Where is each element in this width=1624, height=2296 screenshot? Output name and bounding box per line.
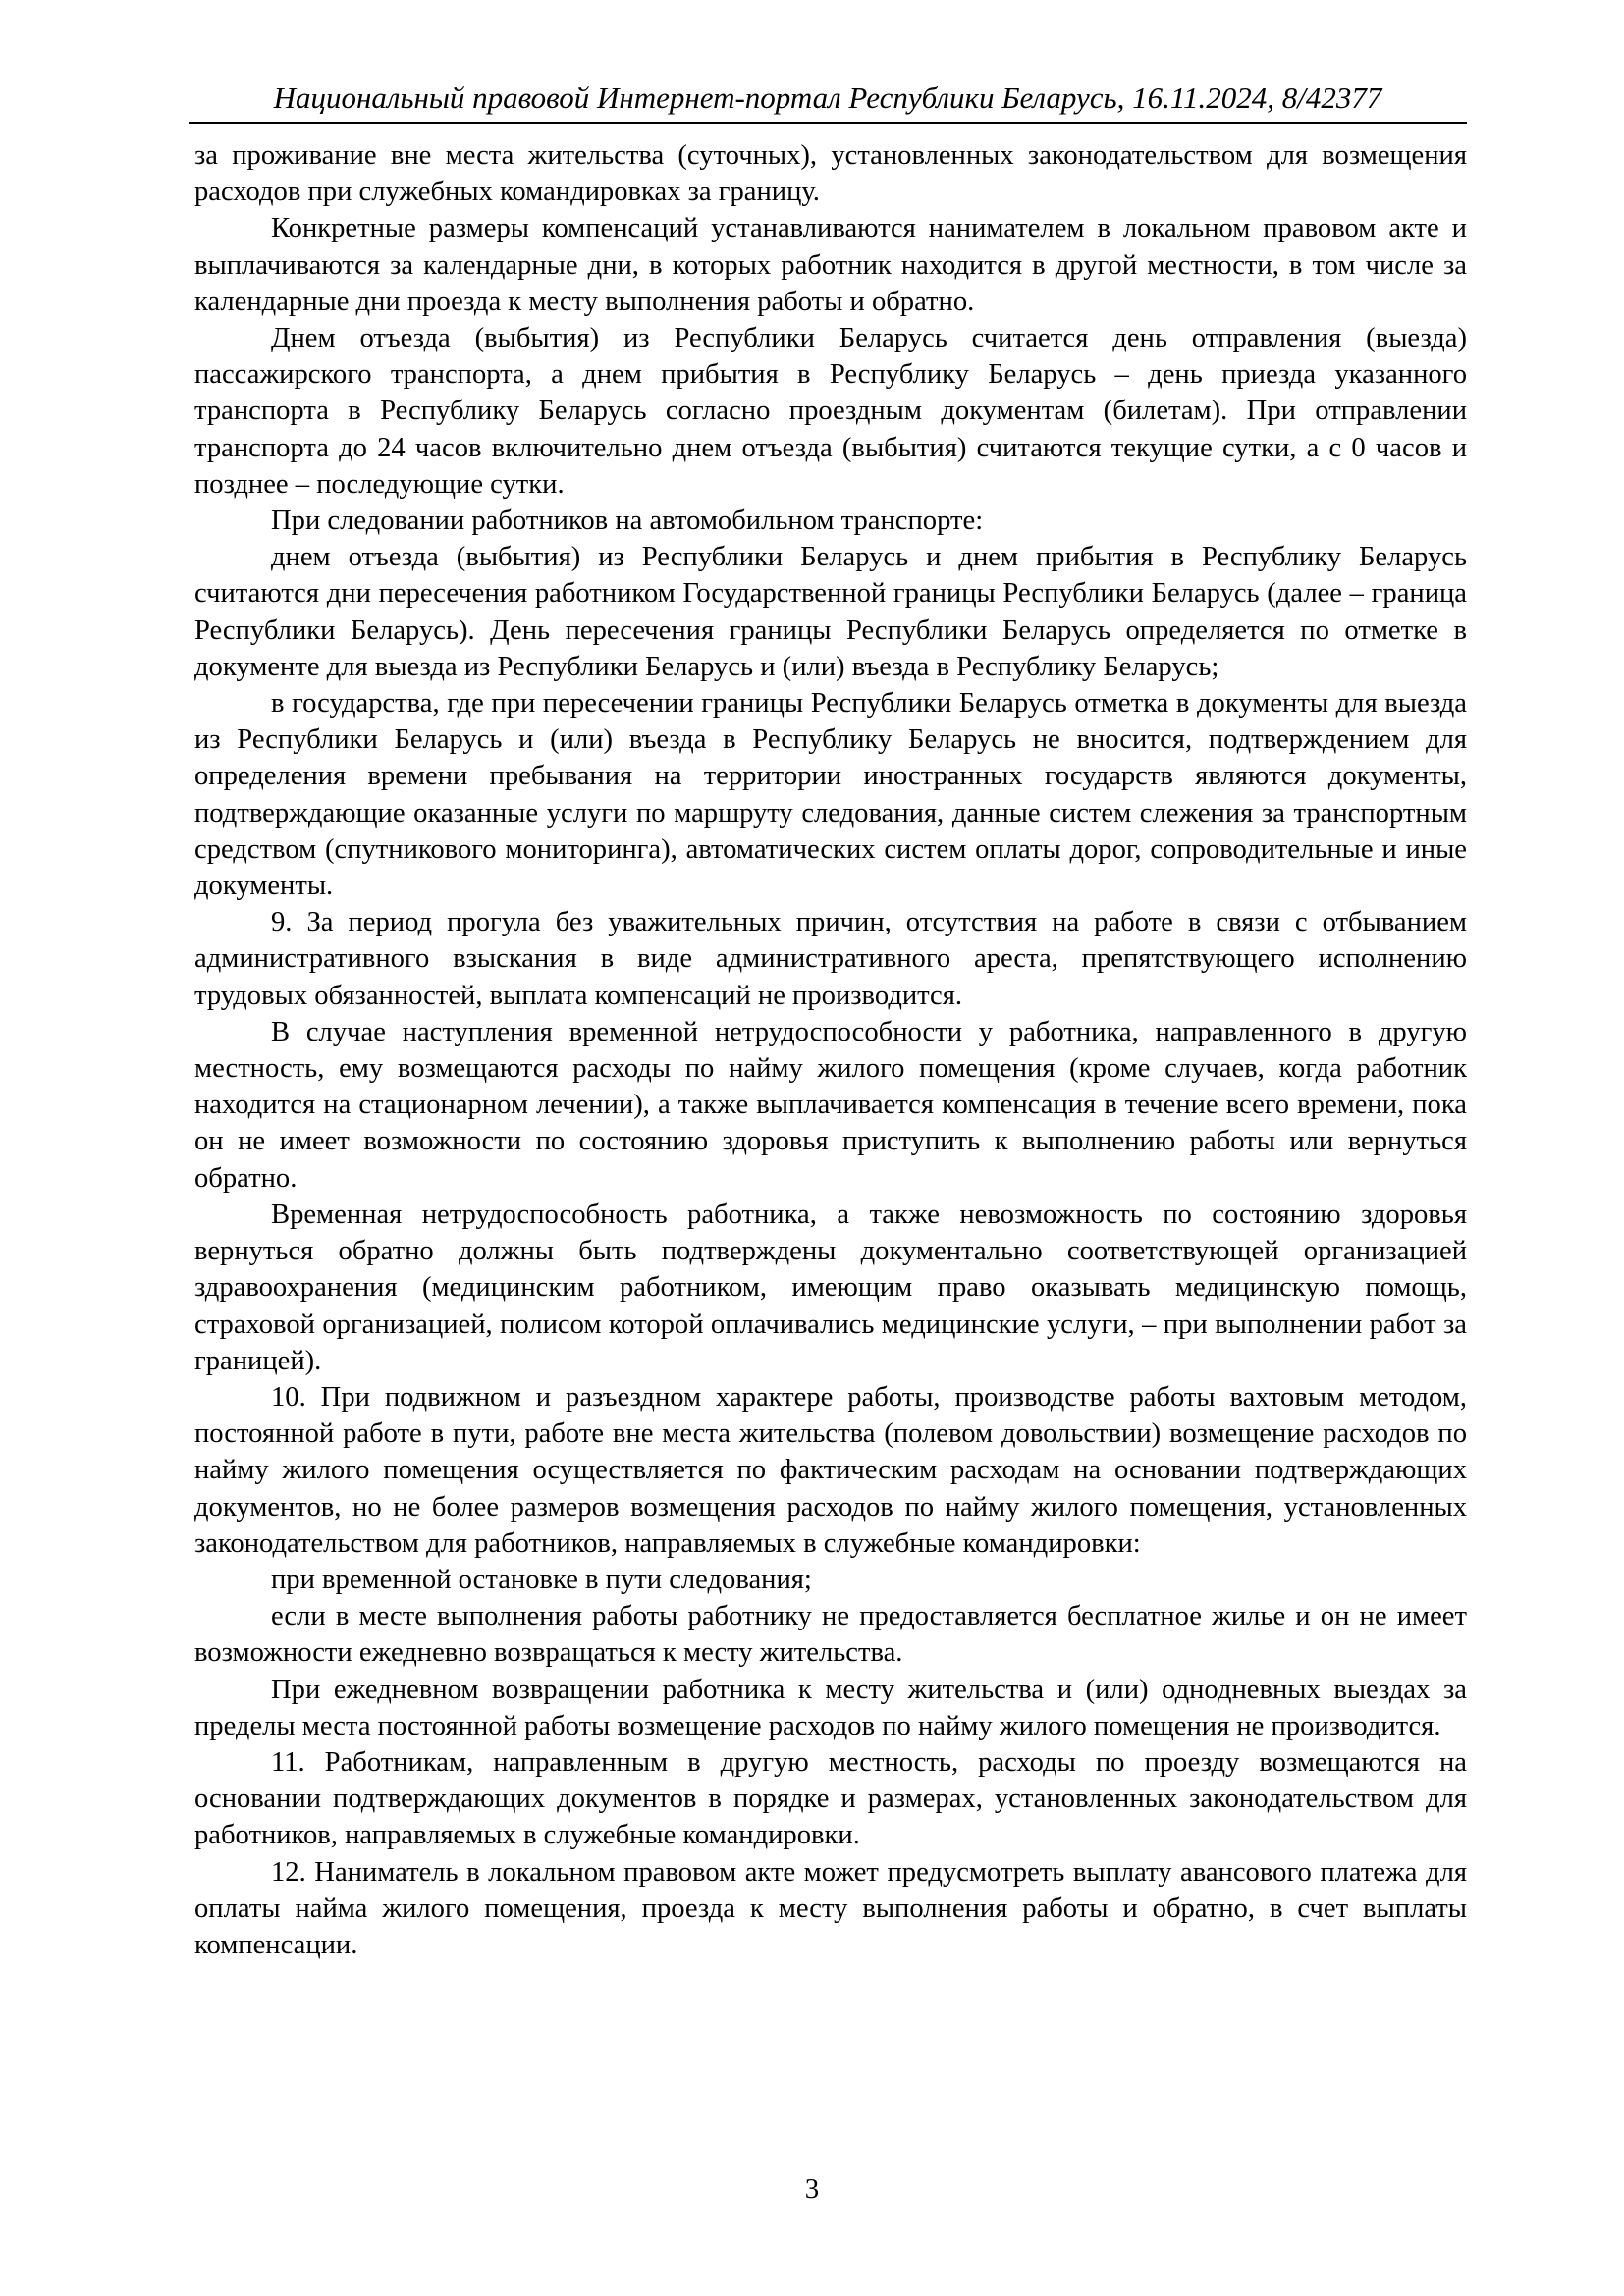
paragraph: в государства, где при пересечении границы Республики Беларусь отметка в документы для выезда из Республики Беларусь и (или) въезда в Республику Беларусь не вносится, подтверждением для определения времени пребывания на территории иностранных государств являются документы, подтверждающие оказанные услуги по маршруту следования, данные систем слежения за транспортным средством (спутникового мониторинга), автоматических систем оплаты дорог, сопроводительные и иные документы.: [194, 688, 1467, 902]
paragraph: Временная нетрудоспособность работника, а также невозможность по состоянию здоровья вернуться обратно должны быть подтверждены документально соответствующей организацией здравоохранения (медицинским работником, имеющим право оказывать медицинскую помощь, страховой организацией, полисом которой оплачивались медицинские услуги, – при выполнении работ за границей).: [194, 1199, 1467, 1376]
paragraph-item-10: 10. При подвижном и разъездном характере работы, производстве работы вахтовым методом, постоянной работе в пути, работе вне места жительства (полевом довольствии) возмещение расходов по найму жилого помещения осуществляется по фактическим расходам на основании подтверждающих документов, но не более размеров возмещения расходов по найму жилого помещения, установленных законодательством для работников, направляемых в служебные командировки:: [194, 1381, 1467, 1559]
paragraph: Конкретные размеры компенсаций устанавливаются нанимателем в локальном правовом акте и выплачиваются за календарные дни, в которых работник находится в другой местности, в том числе за календарные дни проезда к месту выполнения работы и обратно.: [194, 213, 1467, 317]
paragraph: если в месте выполнения работы работнику не предоставляется бесплатное жилье и он не имеет возможности ежедневно возвращаться к месту жительства.: [194, 1601, 1467, 1669]
page-number: 3: [804, 2173, 820, 2205]
paragraph: при временной остановке в пути следования;: [271, 1564, 812, 1595]
paragraph-item-9: 9. За период прогула без уважительных причин, отсутствия на работе в связи с отбыванием административного взыскания в виде административного ареста, препятствующего исполнению трудовых обязанностей, выплата компенсаций не производится.: [194, 907, 1467, 1011]
paragraph: При следовании работников на автомобильном транспорте:: [271, 506, 984, 537]
document-body: [194, 137, 1467, 1963]
paragraph: При ежедневном возвращении работника к месту жительства и (или) однодневных выездах за пределы места постоянной работы возмещение расходов по найму жилого помещения не производится.: [194, 1674, 1467, 1741]
paragraph: днем отъезда (выбытия) из Республики Беларусь и днем прибытия в Республику Беларусь считаются дни пересечения работником Государственной границы Республики Беларусь (далее – граница Республики Беларусь). День пересечения границы Республики Беларусь определяется по отметке в документе для выезда из Республики Беларусь и (или) въезда в Республику Беларусь;: [194, 542, 1467, 682]
paragraph: Днем отъезда (выбытия) из Республики Беларусь считается день отправления (выезда) пассажирского транспорта, а днем прибытия в Республику Беларусь – день приезда указанного транспорта в Республику Беларусь согласно проездным документам (билетам). При отправлении транспорта до 24 часов включительно днем отъезда (выбытия) считаются текущие сутки, а с 0 часов и позднее – последующие сутки.: [194, 323, 1467, 500]
paragraph-item-12: 12. Наниматель в локальном правовом акте может предусмотреть выплату авансового платежа для оплаты найма жилого помещения, проезда к месту выполнения работы и обратно, в счет выплаты компенсации.: [194, 1856, 1467, 1960]
page-header: Национальный правовой Интернет-портал Республики Беларусь, 16.11.2024, 8/42377: [273, 80, 1382, 115]
paragraph: В случае наступления временной нетрудоспособности у работника, направленного в другую местность, ему возмещаются расходы по найму жилого помещения (кроме случаев, когда работник находится на стационарном лечении), а также выплачивается компенсация в течение всего времени, пока он не имеет возможности по состоянию здоровья приступить к выполнению работы или вернуться обратно.: [194, 1016, 1467, 1194]
header-divider: [189, 122, 1467, 124]
paragraph-item-11: 11. Работникам, направленным в другую местность, расходы по проезду возмещаются на основании подтверждающих документов в порядке и размерах, установленных законодательством для работников, направляемых в служебные командировки.: [194, 1746, 1467, 1851]
paragraph-continuation: за проживание вне места жительства (суточных), установленных законодательством для возмещения расходов при служебных командировках за границу.: [194, 140, 1467, 208]
